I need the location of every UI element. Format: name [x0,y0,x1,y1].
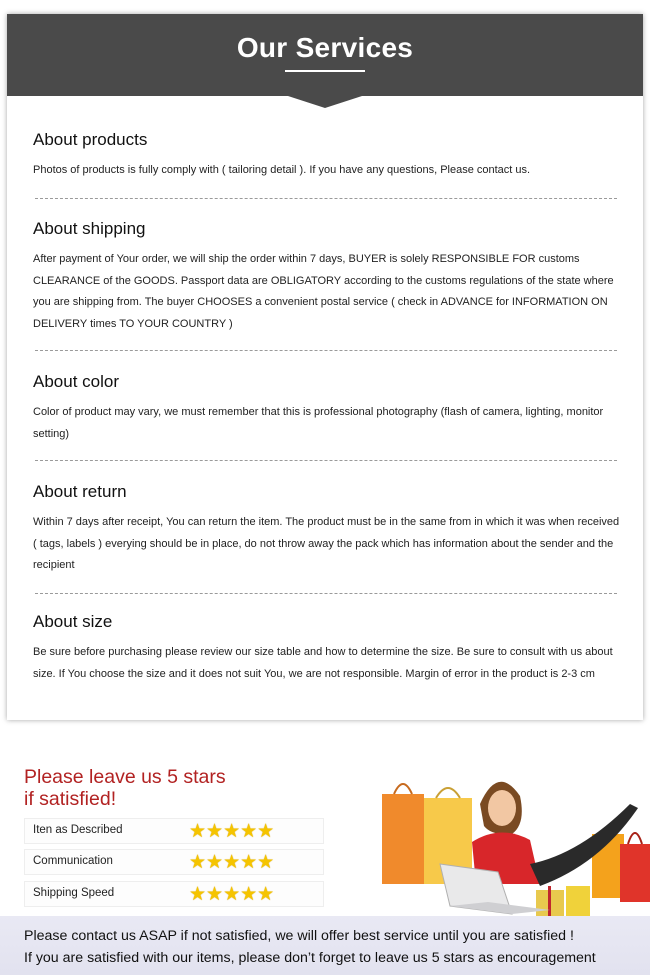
section-body: Be sure before purchasing please review our size table and how to determine the size. Be sure to consult with us about size. If You choose the size and it does not suit You, we are not responsible. Margin of error in the product is 2-3 cm [33,646,613,680]
page-title: Our Services [236,32,414,63]
star-icon: ★★★★★ [189,852,275,873]
header-pointer [288,96,362,108]
divider [35,350,617,351]
feedback-area [0,730,650,975]
section-about-size [33,612,623,685]
rating-row-communication [24,849,324,875]
section-body: Photos of products is fully comply with ( tailoring detail ). If you have any questions, Please contact us. [33,164,531,176]
star-icon: ★★★★★ [189,821,275,842]
section-about-color [33,372,623,445]
section-body: After payment of Your order, we will ship the order within 7 days, BUYER is solely RESPONSIBLE FOR customs CLEARANCE of the GOODS. Passport data are OBLIGATORY according to the customs regulations of the state where you are shipping from. The buyer CHOOSES a convenient postal service ( check in ADVANCE for INFORMATION ON DELIVERY times TO YOUR COUNTRY ) [33,253,614,330]
feedback-title [24,766,354,810]
section-title: About return [33,482,127,501]
section-title: About products [33,130,148,149]
shopping-woman-illustration [380,764,650,934]
section-about-products [33,130,623,182]
feedback-title-line1: Please leave us 5 stars [24,766,226,788]
section-title: About color [33,372,119,391]
section-title: About shipping [33,219,146,238]
star-icon: ★★★★★ [189,884,275,905]
feedback-title-line2: if satisfied! [24,788,117,810]
services-card [7,14,643,720]
rating-label: Shipping Speed [33,887,115,899]
title-underline [285,70,365,72]
divider [35,198,617,199]
red-bag-icon [620,844,650,902]
footer-notice [0,916,650,975]
divider [35,593,617,594]
rating-label: Iten as Described [33,824,123,836]
orange-bag-icon [382,794,424,884]
section-about-shipping [33,219,623,335]
footer-line-1: Please contact us ASAP if not satisfied, we will offer best service until you are satisfied ! [24,928,574,944]
footer-line-2: If you are satisfied with our items, please don’t forget to leave us 5 stars as encouragement [24,950,596,966]
section-about-return [33,482,623,577]
divider [35,460,617,461]
rating-row-shipping-speed [24,881,324,907]
section-body: Color of product may vary, we must remember that this is professional photography (flash of camera, lighting, monitor setting) [33,406,604,440]
rating-label: Communication [33,855,113,867]
section-title: About size [33,612,113,631]
services-header [7,14,643,96]
rating-row-item-described [24,818,324,844]
section-body: Within 7 days after receipt, You can return the item. The product must be in the same from in which it was when received ( tags, labels ) everying should be in place, do not throw away the pack which has information about the sender and the recipient [33,516,620,571]
gift-box-icon [566,886,590,918]
